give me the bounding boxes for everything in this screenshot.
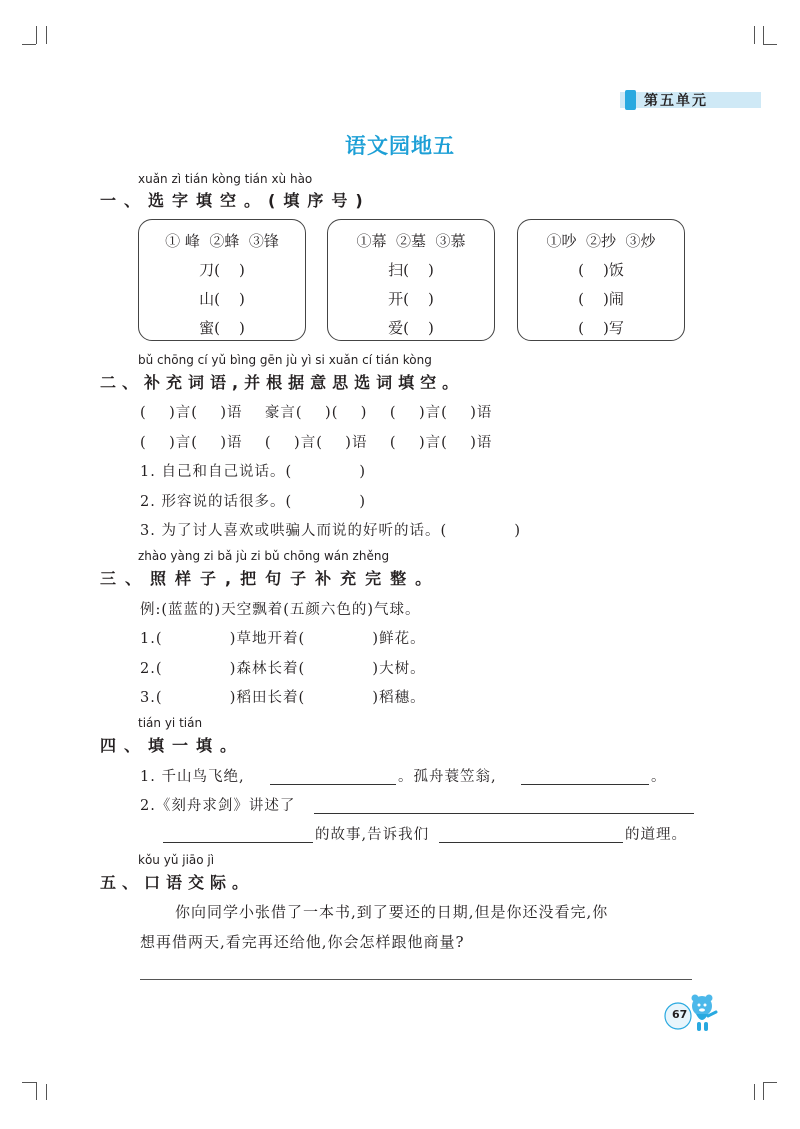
answer-blank[interactable] (163, 842, 313, 843)
box1-row[interactable]: 蜜( ) (199, 319, 245, 337)
page-title: 语文园地五 (345, 134, 455, 158)
option-box-1 (138, 219, 306, 341)
mascot-icon (662, 992, 722, 1036)
question-3-2[interactable]: 2.( )森林长着( )大树。 (140, 661, 426, 677)
box2-row[interactable]: 扫( ) (388, 261, 434, 279)
answer-blank[interactable] (314, 813, 694, 814)
answer-blank[interactable] (439, 842, 623, 843)
crop-mark (46, 1084, 47, 1100)
question-2-1[interactable]: 1. 自己和自己说话。( ) (140, 464, 367, 480)
crop-mark (754, 1084, 755, 1100)
section3-heading: 三、照样子,把句子补充完整。 (100, 569, 441, 588)
crop-mark (763, 26, 764, 44)
crop-mark (763, 1082, 764, 1100)
poem-line-end: 。 (651, 769, 667, 785)
box3-row[interactable]: ( )饭 (578, 261, 624, 279)
crop-mark (36, 26, 37, 44)
dialogue-paragraph-line2: 想再借两天,看完再还给他,你会怎样跟他商量? (140, 933, 465, 951)
example-sentence: 例:(蓝蓝的)天空飘着(五颜六色的)气球。 (140, 602, 421, 618)
answer-blank[interactable] (521, 784, 649, 785)
question-3-1[interactable]: 1.( )草地开着( )鲜花。 (140, 631, 426, 647)
box3-row[interactable]: ( )写 (578, 319, 624, 337)
box1-row[interactable]: 刀( ) (199, 261, 245, 279)
question-2-3[interactable]: 3. 为了讨人喜欢或哄骗人而说的好听的话。( ) (140, 523, 522, 539)
crop-mark (763, 1082, 777, 1083)
section5-pinyin: kǒu yǔ jiāo jì (138, 853, 215, 867)
section4-pinyin: tián yi tián (138, 716, 203, 730)
crop-mark (36, 1082, 37, 1100)
unit-tag-tab (625, 90, 636, 110)
section1-heading: 一、选字填空。(填序号) (100, 191, 371, 210)
section2-heading: 二、补充词语,并根据意思选词填空。 (100, 373, 465, 392)
crop-mark (22, 1082, 36, 1083)
section4-heading: 四、填一填。 (100, 736, 245, 755)
crop-mark (22, 44, 36, 45)
box2-row[interactable]: 爱( ) (388, 319, 434, 337)
word-row-1[interactable]: ( )言( )语 豪言( )( ) ( )言( )语 (140, 405, 493, 421)
answer-blank[interactable] (270, 784, 396, 785)
box3-row[interactable]: ( )闹 (578, 290, 624, 308)
dialogue-paragraph-line1: 你向同学小张借了一本书,到了要还的日期,但是你还没看完,你 (175, 903, 609, 921)
option-box-3 (517, 219, 685, 341)
poem-line-start: 1. 千山鸟飞绝, (140, 769, 245, 785)
crop-mark (754, 26, 755, 44)
section5-heading: 五、口语交际。 (100, 873, 255, 892)
question-2-2[interactable]: 2. 形容说的话很多。( ) (140, 494, 367, 510)
box3-options: ①吵 ②抄 ③炒 (546, 232, 656, 250)
box1-row[interactable]: 山( ) (199, 290, 245, 308)
story-question-start: 2.《刻舟求剑》讲述了 (140, 798, 296, 814)
crop-mark (763, 44, 777, 45)
box2-options: ①幕 ②墓 ③慕 (356, 232, 466, 250)
page-number: 67 (672, 1008, 688, 1021)
answer-line[interactable] (140, 979, 692, 980)
section2-pinyin: bǔ chōng cí yǔ bìng gēn jù yì si xuǎn cí tián kòng (138, 353, 432, 367)
unit-label: 第五单元 (644, 93, 708, 109)
story-question-middle: 的故事,告诉我们 (315, 827, 430, 843)
option-box-2 (327, 219, 495, 341)
question-3-3[interactable]: 3.( )稻田长着( )稻穗。 (140, 690, 426, 706)
crop-mark (46, 26, 47, 44)
poem-line-middle: 。孤舟蓑笠翁, (398, 769, 497, 785)
box1-options: ① 峰 ②蜂 ③锋 (165, 232, 279, 250)
story-question-end: 的道理。 (625, 827, 687, 843)
section3-pinyin: zhào yàng zi bǎ jù zi bǔ chōng wán zhěng (138, 549, 390, 563)
box2-row[interactable]: 开( ) (388, 290, 434, 308)
section1-pinyin: xuǎn zì tián kòng tián xù hào (138, 172, 313, 186)
word-row-2[interactable]: ( )言( )语 ( )言( )语 ( )言( )语 (140, 435, 493, 451)
